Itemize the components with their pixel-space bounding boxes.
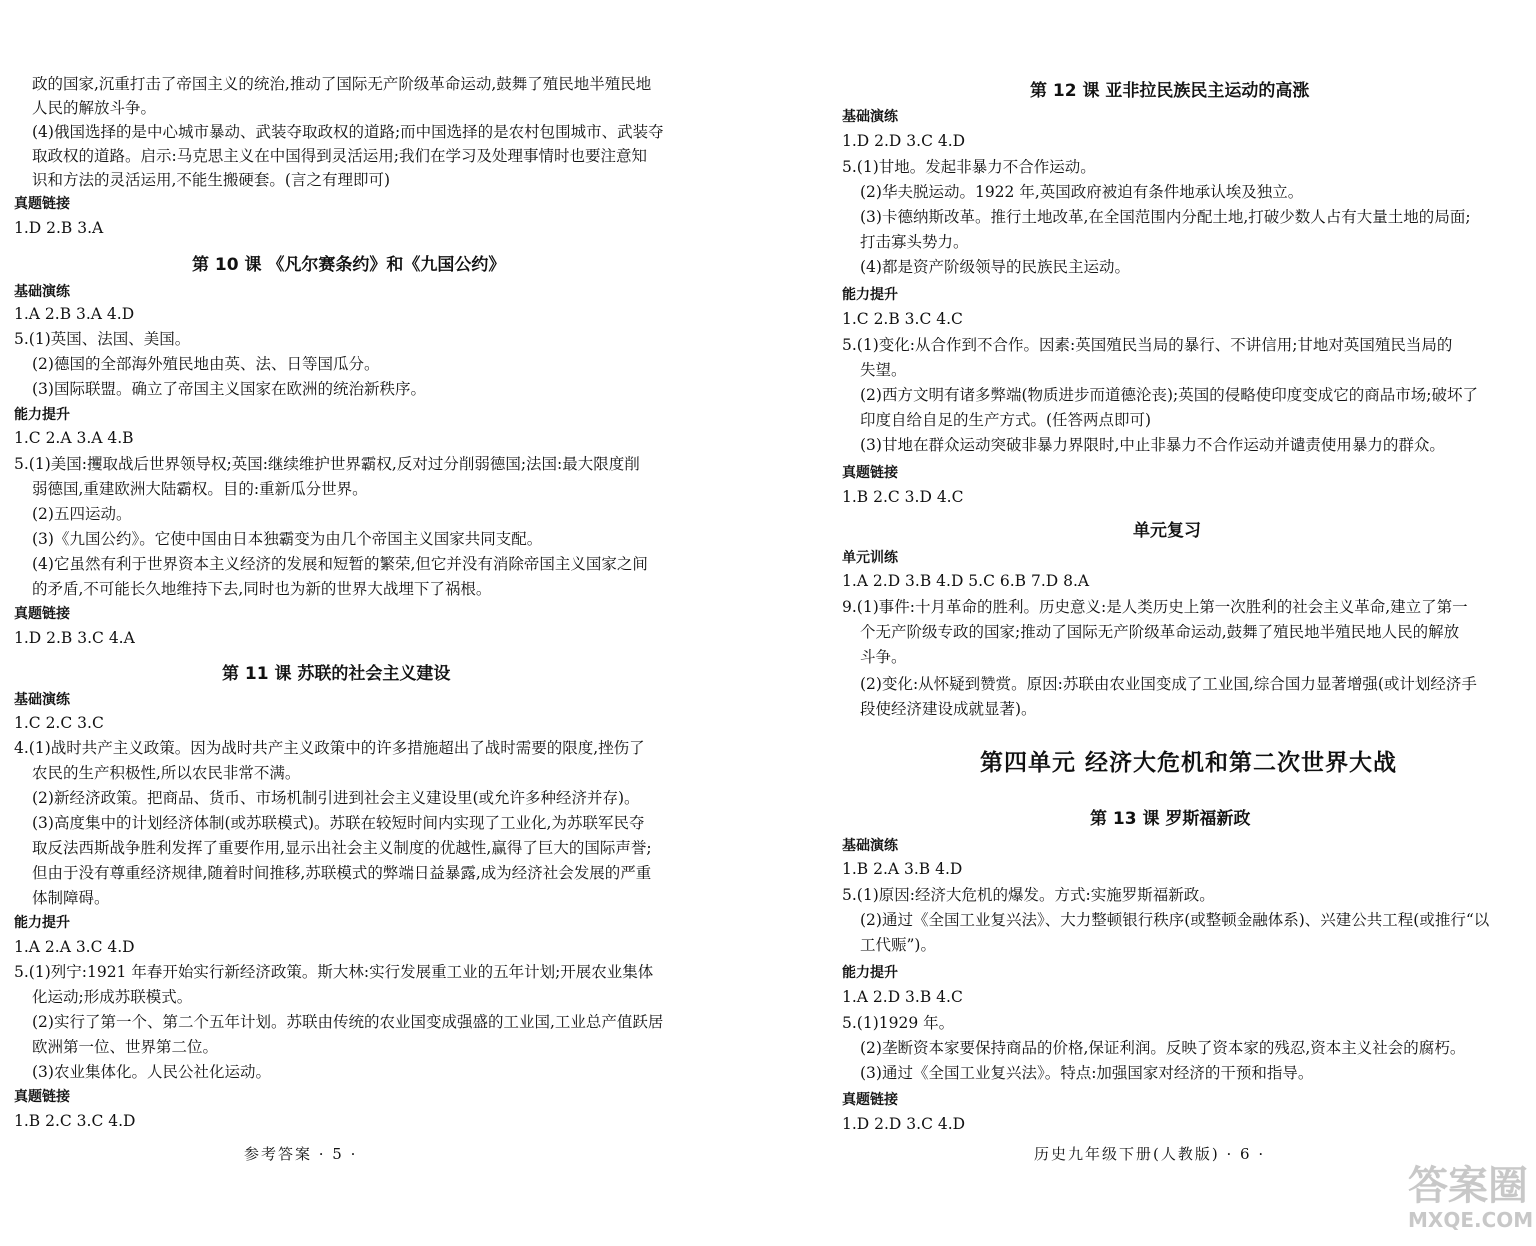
text-line: (3)农业集体化。人民公社化运动。 [32, 1063, 271, 1081]
text-line: (2)华夫脱运动。1922 年,英国政府被迫有条件地承认埃及独立。 [860, 183, 1304, 201]
text-line: (2)通过《全国工业复兴法》、大力整顿银行秩序(或整顿金融体系)、兴建公共工程(或推行“以 [860, 911, 1490, 929]
watermark-text: 答案圈 [1408, 1163, 1528, 1209]
text-line: 4.(1)战时共产主义政策。因为战时共产主义政策中的许多措施超出了战时需要的限度,挫伤了 [14, 739, 645, 757]
text-line: 欧洲第一位、世界第二位。 [32, 1038, 219, 1056]
text-line: 的矛盾,不可能长久地维持下去,同时也为新的世界大战埋下了祸根。 [32, 580, 492, 598]
text-line: 个无产阶级专政的国家;推动了国际无产阶级革命运动,鼓舞了殖民地半殖民地人民的解放 [860, 623, 1460, 641]
answer-line: 1.C 2.C 3.C [14, 714, 104, 732]
text-line: (2)新经济政策。把商品、货币、市场机制引进到社会主义建设里(或允许多种经济并存)。 [32, 789, 640, 807]
answer-line: 1.A 2.B 3.A 4.D [14, 305, 135, 323]
text-line: 农民的生产积极性,所以农民非常不满。 [32, 764, 301, 782]
text-line: 5.(1)原因:经济大危机的爆发。方式:实施罗斯福新政。 [842, 886, 1215, 904]
text-line: 弱德国,重建欧洲大陆霸权。目的:重新瓜分世界。 [32, 480, 368, 498]
text-line: 打击寡头势力。 [860, 233, 969, 251]
answer-line: 1.C 2.A 3.A 4.B [14, 429, 134, 447]
text-line: 取反法西斯战争胜利发挥了重要作用,显示出社会主义制度的优越性,赢得了巨大的国际声誉; [32, 839, 652, 857]
answer-line: 1.B 2.C 3.D 4.C [842, 488, 964, 506]
lesson-title: 第 12 课 亚非拉民族民主运动的高涨 [1030, 81, 1310, 101]
text-line: 5.(1)美国:攫取战后世界领导权;英国:继续维护世界霸权,反对过分削弱德国;法国:最大限度削 [14, 455, 640, 473]
text-line: 但由于没有尊重经济规律,随着时间推移,苏联模式的弊端日益暴露,成为经济社会发展的严重 [32, 864, 652, 882]
section-heading: 能力提升 [14, 915, 70, 931]
text-line: (4)它虽然有利于世界资本主义经济的发展和短暂的繁荣,但它并没有消除帝国主义国家之间 [32, 555, 648, 573]
text-line: (3)高度集中的计划经济体制(或苏联模式)。苏联在较短时间内实现了工业化,为苏联军民夺 [32, 814, 645, 832]
section-heading: 真题链接 [14, 1089, 70, 1105]
text-line: 取政权的道路。启示:马克思主义在中国得到灵活运用;我们在学习及处理事情时也要注意知 [32, 147, 647, 165]
text-line: (2)五四运动。 [32, 505, 132, 523]
text-line: (2)实行了第一个、第二个五年计划。苏联由传统的农业国变成强盛的工业国,工业总产值跃居 [32, 1013, 664, 1031]
text-line: 5.(1)英国、法国、美国。 [14, 330, 191, 348]
text-line: 5.(1)变化:从合作到不合作。因素:英国殖民当局的暴行、不讲信用;甘地对英国殖民当局的 [842, 336, 1453, 354]
answer-line: 1.B 2.A 3.B 4.D [842, 860, 963, 878]
text-line: (2)西方文明有诸多弊端(物质进步而道德沦丧);英国的侵略使印度变成它的商品市场;破坏了 [860, 386, 1478, 404]
section-heading: 基础演练 [842, 109, 898, 125]
text-line: (2)德国的全部海外殖民地由英、法、日等国瓜分。 [32, 355, 380, 373]
text-line: 化运动;形成苏联模式。 [32, 988, 193, 1006]
text-line: (3)国际联盟。确立了帝国主义国家在欧洲的统治新秩序。 [32, 380, 426, 398]
text-line: (2)垄断资本家要保持商品的价格,保证利润。反映了资本家的残忍,资本主义社会的腐朽。 [860, 1039, 1466, 1057]
section-heading: 真题链接 [842, 465, 898, 481]
text-line: 5.(1)甘地。发起非暴力不合作运动。 [842, 158, 1096, 176]
page-footer: 参考答案 · 5 · [244, 1145, 358, 1163]
answer-line: 1.A 2.A 3.C 4.D [14, 938, 135, 956]
watermark-url: MXQE.COM [1408, 1208, 1534, 1232]
section-heading: 基础演练 [14, 284, 70, 300]
section-heading: 基础演练 [14, 692, 70, 708]
section-heading: 单元训练 [842, 550, 898, 566]
text-line: 斗争。 [860, 648, 907, 666]
text-line: 人民的解放斗争。 [32, 99, 157, 117]
lesson-title: 第 11 课 苏联的社会主义建设 [222, 664, 451, 684]
section-heading: 能力提升 [842, 287, 898, 303]
text-line: 9.(1)事件:十月革命的胜利。历史意义:是人类历史上第一次胜利的社会主义革命,建立了第一 [842, 598, 1468, 616]
text-line: 政的国家,沉重打击了帝国主义的统治,推动了国际无产阶级革命运动,鼓舞了殖民地半殖民地 [32, 75, 652, 93]
text-line: 5.(1)1929 年。 [842, 1014, 955, 1032]
text-line: (2)变化:从怀疑到赞赏。原因:苏联由农业国变成了工业国,综合国力显著增强(或计划经济手 [860, 675, 1477, 693]
unit-review-title: 单元复习 [1133, 521, 1201, 541]
section-heading: 真题链接 [14, 606, 70, 622]
text-line: 识和方法的灵活运用,不能生搬硬套。(言之有理即可) [32, 171, 391, 189]
answer-line: 1.A 2.D 3.B 4.C [842, 988, 963, 1006]
answer-line: 1.D 2.D 3.C 4.D [842, 132, 966, 150]
answer-line: 1.A 2.D 3.B 4.D 5.C 6.B 7.D 8.A [842, 572, 1090, 590]
section-heading: 真题链接 [14, 196, 70, 212]
text-line: 工代赈”)。 [860, 936, 936, 954]
text-line: (3)《九国公约》。它使中国由日本独霸变为由几个帝国主义国家共同支配。 [32, 530, 543, 548]
section-heading: 能力提升 [842, 965, 898, 981]
text-line: 5.(1)列宁:1921 年春开始实行新经济政策。斯大林:实行发展重工业的五年计划;开展农业集体 [14, 963, 654, 981]
text-line: (4)俄国选择的是中心城市暴动、武装夺取政权的道路;而中国选择的是农村包围城市、武装夺 [32, 123, 664, 141]
page-footer: 历史九年级下册(人教版) · 6 · [1034, 1145, 1266, 1163]
text-line: 段使经济建设成就显著)。 [860, 700, 1037, 718]
text-line: 体制障碍。 [32, 889, 110, 907]
answer-line: 1.B 2.C 3.C 4.D [14, 1112, 136, 1130]
answer-line: 1.D 2.D 3.C 4.D [842, 1115, 966, 1133]
answer-line: 1.C 2.B 3.C 4.C [842, 310, 963, 328]
unit-title: 第四单元 经济大危机和第二次世界大战 [980, 749, 1398, 776]
text-line: 印度自给自足的生产方式。(任答两点即可) [860, 411, 1152, 429]
lesson-title: 第 13 课 罗斯福新政 [1090, 809, 1251, 829]
lesson-title: 第 10 课 《凡尔赛条约》和《九国公约》 [192, 255, 506, 275]
watermark-logo [1408, 1163, 1534, 1240]
text-line: 失望。 [860, 361, 907, 379]
text-line: (4)都是资产阶级领导的民族民主运动。 [860, 258, 1130, 276]
answer-line: 1.D 2.B 3.C 4.A [14, 629, 135, 647]
section-heading: 真题链接 [842, 1092, 898, 1108]
text-line: (3)甘地在群众运动突破非暴力界限时,中止非暴力不合作运动并谴责使用暴力的群众。 [860, 436, 1445, 454]
answer-line: 1.D 2.B 3.A [14, 219, 104, 237]
section-heading: 基础演练 [842, 838, 898, 854]
text-line: (3)卡德纳斯改革。推行土地改革,在全国范围内分配土地,打破少数人占有大量土地的局面; [860, 208, 1471, 226]
text-line: (3)通过《全国工业复兴法》。特点:加强国家对经济的干预和指导。 [860, 1064, 1314, 1082]
section-heading: 能力提升 [14, 407, 70, 423]
